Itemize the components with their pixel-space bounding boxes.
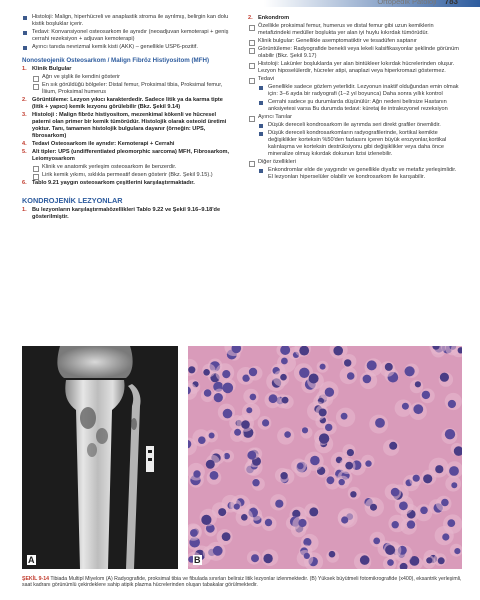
sub-list [248, 159, 462, 166]
section-title: KONDROJENİK LEZYONLAR [22, 196, 123, 206]
cell-nucleus [341, 516, 348, 523]
numbered-item [22, 66, 234, 73]
panel-a-label: A [28, 555, 35, 565]
figure-caption [22, 576, 462, 589]
cell-nucleus [360, 555, 370, 565]
running-head-title: Ortopedik Patoloji [377, 0, 437, 6]
cell-nucleus [441, 499, 449, 507]
cell-nucleus [214, 393, 223, 402]
cell-nucleus [391, 488, 400, 497]
numbered-item [22, 112, 234, 140]
cell-nucleus [435, 465, 443, 473]
sub-list [248, 23, 462, 83]
cell-nucleus [213, 546, 223, 556]
micrograph-image [188, 346, 462, 569]
intro-list [22, 14, 234, 51]
cell-nucleus [426, 557, 432, 563]
cell-nucleus [350, 491, 356, 497]
caption-label: ŞEKİL 9-14 [22, 576, 50, 582]
cell-nucleus [325, 424, 332, 431]
cell-nucleus [333, 346, 343, 356]
cell-nucleus [284, 431, 291, 438]
cell-nucleus [252, 479, 259, 486]
radiograph-drawing [22, 346, 178, 569]
cell-nucleus [445, 429, 455, 439]
cell-nucleus [367, 360, 377, 370]
cell-nucleus [405, 366, 415, 376]
cell-nucleus [249, 368, 257, 376]
item-number: 3. [22, 112, 27, 119]
cell-nucleus [275, 500, 283, 508]
cell-nucleus [206, 460, 215, 469]
cell-nucleus [222, 532, 231, 541]
list-item: Genellikle sadece gözlem yeterlidir. Lezyonun inaktif olduğundan emin olmak için: 3–6 ayda bir radyografi (1–2 yıl boyunca) Daha sonra yıllık kontrol [258, 84, 462, 98]
item-text: Alt tipler: UPS (undifferentiated pleomorphic sarcoma) MFH, Fibrosarkom, Leiomyosarkom [32, 149, 230, 163]
cell-nucleus [392, 521, 399, 528]
item-number: 4. [22, 141, 27, 148]
cell-nucleus [415, 381, 421, 387]
cell-nucleus [234, 504, 240, 510]
cell-nucleus [218, 508, 226, 516]
item-text: Tedavi Osteosarkom ile aynıdır: Kemoterapi + Cerrahi [32, 141, 175, 148]
list-item: Lirik kemik yıkımı, sıklıkla permeatif desen gösterir (Bkz. Şekil 9.15).) [32, 172, 234, 179]
cell-nucleus [246, 407, 252, 413]
list-item: Tedavi [248, 76, 462, 83]
list-item: Tedavi: Konvansiyonel osteosarkom ile aynıdır (neoadjuvan kemoterapi + geniş cerrahi rezeksiyon + adjuvan kemoterapi) [22, 29, 234, 43]
micrograph-drawing [188, 346, 462, 569]
cell-nucleus [319, 433, 329, 443]
item-text: Görüntüleme: Lezyon yıkıcı karakterdedir. Sadece litik ya da karma tipte (litik + yapıcı) kemik lezyonu görülebilir (Bkz. Şekil 9.14) [32, 97, 223, 111]
cell-nucleus [399, 501, 408, 510]
cell-nucleus [319, 409, 327, 417]
cell-nucleus [345, 462, 353, 470]
cell-nucleus [413, 475, 420, 482]
cell-nucleus [222, 370, 230, 378]
panel-b-label: B [194, 555, 201, 565]
cell-nucleus [241, 514, 248, 521]
left-column [22, 14, 234, 222]
radiograph-image [22, 346, 178, 569]
cell-nucleus [423, 474, 432, 483]
cell-nucleus [389, 442, 397, 450]
cell-nucleus [363, 375, 372, 384]
cell-nucleus [385, 545, 395, 555]
cell-nucleus [449, 466, 459, 476]
list-item: Ağrı ve şişlik ile kendini gösterir [32, 74, 234, 81]
diger-list [248, 167, 462, 181]
item-text: Histoloji : Malign fibröz histiyositom, mezenkimal kökenli ve hücresel paterni olan primer bir kemik tümörüdür. Histolojik olarak osteoid üretimi yoktur. Tanı, tamamen histolojik bulgulara dayanır (örneğin: UPS, fibrosarkom) [32, 112, 227, 140]
item-number: 1. [22, 206, 27, 213]
list-item: Klinik bulgular: Genellikle asemptomatiktir ve tesadüfen saptanır [248, 38, 462, 45]
caption-text: Tibiada Multipl Miyelom (A) Radyografide, proksimal tibia ve fibulada sınırları belirsiz litik lezyonlar izlenmektedir. (B) Yüksek büyütmeli fotomikrografide (x400), eksantrik yerleşimli, saat kadranı görünümlü çekirdeklere sahip atipik plazma hücrelerinden oluşan tabakalar görülmektedir. [22, 576, 462, 589]
numbered-item [22, 141, 234, 148]
cell-nucleus [304, 553, 310, 559]
cell-nucleus [198, 436, 206, 444]
cell-nucleus [339, 479, 345, 485]
list-item: Histoloji: Malign, hiperhücreli ve anaplastik stroma ile ayrılmış, belirgin kan dolu kistik boşluklar içerir. [22, 14, 234, 28]
cell-nucleus [297, 463, 304, 470]
cell-nucleus [385, 363, 393, 371]
cell-nucleus [309, 507, 318, 516]
list-item: Cerrahi sadece şu durumlarda düşünülür: Ağrı nedeni belirsize Hastanın anksiyetesi varsa Bu durumda tedavi: küretaj ile intralezyonel rezeksiyon [258, 99, 462, 113]
cell-nucleus [413, 404, 423, 414]
cell-nucleus [210, 471, 219, 480]
cell-nucleus [262, 419, 269, 426]
list-item: Ayırıcı Tanılar [248, 114, 462, 121]
list-item: Özellikle proksimal femur, humerus ve distal femur gibi uzun kemiklerin metafizindeki medüller boşlukta yer alan iyi huylu kıkırdak tümörüdür. [248, 23, 462, 37]
numbered-item [22, 207, 234, 221]
cell-nucleus [241, 420, 250, 429]
cell-nucleus [280, 472, 287, 479]
cell-nucleus [448, 400, 456, 408]
cell-nucleus [302, 427, 308, 433]
cell-nucleus [422, 391, 430, 399]
list-item: Klinik ve anatomik yerleşim osteosarkom ile benzerdir. [32, 164, 234, 171]
numbered-item [22, 97, 234, 111]
page-number: 783 [444, 0, 458, 6]
numbered-item [22, 149, 234, 163]
cell-nucleus [454, 548, 460, 554]
list-item: En sık görüldüğü bölgeler: Distal femur, Proksimal tibia, Proksimal femur, İliium, Proksimal humerus [32, 82, 234, 96]
cell-nucleus [442, 533, 449, 540]
cell-nucleus [440, 373, 449, 382]
cell-nucleus [281, 358, 288, 365]
cell-nucleus [329, 551, 336, 558]
cell-nucleus [269, 394, 278, 403]
cell-nucleus [365, 460, 371, 466]
item-text: Tablo 9.21 yaygın osteosarkom çeşitlerini karşılaştırmaktadır. [32, 180, 195, 187]
item-number: 5. [22, 149, 27, 156]
cell-nucleus [223, 409, 233, 419]
item-number: 2. [22, 97, 27, 104]
sub-list [22, 74, 234, 96]
item-number: 6. [22, 180, 27, 187]
cell-nucleus [373, 538, 380, 545]
cell-nucleus [327, 476, 335, 484]
cell-nucleus [247, 451, 256, 460]
tedavi-list [248, 84, 462, 113]
numbered-item [248, 15, 462, 22]
cell-nucleus [420, 507, 428, 515]
cell-nucleus [387, 559, 394, 566]
list-item: Histoloji: Lakünler boşluklarda yer alan bintükleer kıkırdak hücrelerinden oluşur. Lezyon hiposelülerdir, hücreler atipi, anaplazi veya hiperkromazi göstermez. [248, 61, 462, 75]
item-title: Enkondrom [258, 15, 290, 21]
cell-nucleus [438, 557, 445, 564]
cell-nucleus [203, 369, 210, 376]
item-text: Bu lezyonların karşılaştırmalıözellikleri Tablo 9.22 ve Şekil 9.16–9.18'de gösterilmiştir. [32, 206, 221, 220]
item-number: 2. [248, 15, 253, 21]
cell-nucleus [204, 389, 212, 397]
cell-nucleus [190, 529, 198, 537]
cell-nucleus [299, 368, 309, 378]
cell-nucleus [347, 372, 355, 380]
list-item: Düşük dereceli kondrosarkomların radyografilerinde, kortikal kemikte değişiklikler korteksin %50'den fazlasını içeren büyük erozyonlar,kortikal kalınlaşma ve korteksin destrüksiyonu gibi değişiklikler veya daha önce mineralize olmuş kıkırdak dokunun lizisi izlenebilir. [258, 130, 462, 158]
cell-nucleus [298, 519, 306, 527]
cell-nucleus [282, 397, 289, 404]
sub-list [248, 114, 462, 121]
list-item: Diğer özellikleri [248, 159, 462, 166]
cell-nucleus [451, 482, 457, 488]
cell-nucleus [265, 519, 272, 526]
ayirici-list [248, 122, 462, 158]
cell-nucleus [234, 429, 241, 436]
cell-nucleus [250, 394, 257, 401]
cell-nucleus [201, 515, 211, 525]
cell-nucleus [347, 449, 354, 456]
cell-nucleus [341, 413, 348, 420]
figure-panels [22, 346, 462, 571]
cell-nucleus [407, 520, 415, 528]
cell-nucleus [263, 554, 272, 563]
cell-nucleus [251, 554, 259, 562]
section-title: Nonosteojenik Osteosarkom / Malign Fibröz Histiyositom (MFH) [22, 57, 210, 64]
cell-nucleus [325, 388, 334, 397]
list-item: Görüntüleme: Radyografide benekli veya lekeli kalsifikasyonlar şeklinde görünüm olabilir (Bkz. Şekil 9.17) [248, 46, 462, 60]
list-item: Enkondromlar elde de yaygındır ve genellikle diyafiz ve metafiz yerleşimlidir. El lezyonları hiperselüler olabilir ve kondrosarkom ile karışabilir. [258, 167, 462, 181]
list-item: Düşük dereceli kondrosarkom ile ayrımda seri direkt grafiler önemlidir. [258, 122, 462, 129]
cell-nucleus [309, 374, 319, 384]
cell-nucleus [209, 433, 215, 439]
cell-nucleus [310, 456, 320, 466]
cell-nucleus [188, 366, 195, 373]
cell-nucleus [193, 470, 200, 477]
running-head [377, 0, 458, 6]
cell-nucleus [370, 504, 377, 511]
cell-nucleus [223, 383, 234, 394]
cell-nucleus [344, 359, 351, 366]
item-title: Klinik Bulgular [32, 66, 72, 73]
sub-list [22, 164, 234, 179]
cell-nucleus [402, 403, 409, 410]
item-number: 1. [22, 66, 27, 73]
cell-nucleus [320, 364, 326, 370]
cell-nucleus [375, 418, 385, 428]
cell-nucleus [447, 519, 455, 527]
right-column [248, 14, 462, 182]
cell-nucleus [280, 374, 287, 381]
numbered-item [22, 180, 234, 187]
cell-nucleus [299, 346, 309, 356]
list-item: Ayırıcı tanıda nevrizmal kemik kisti (AKK) – genellikle USP6-pozitif. [22, 44, 234, 51]
